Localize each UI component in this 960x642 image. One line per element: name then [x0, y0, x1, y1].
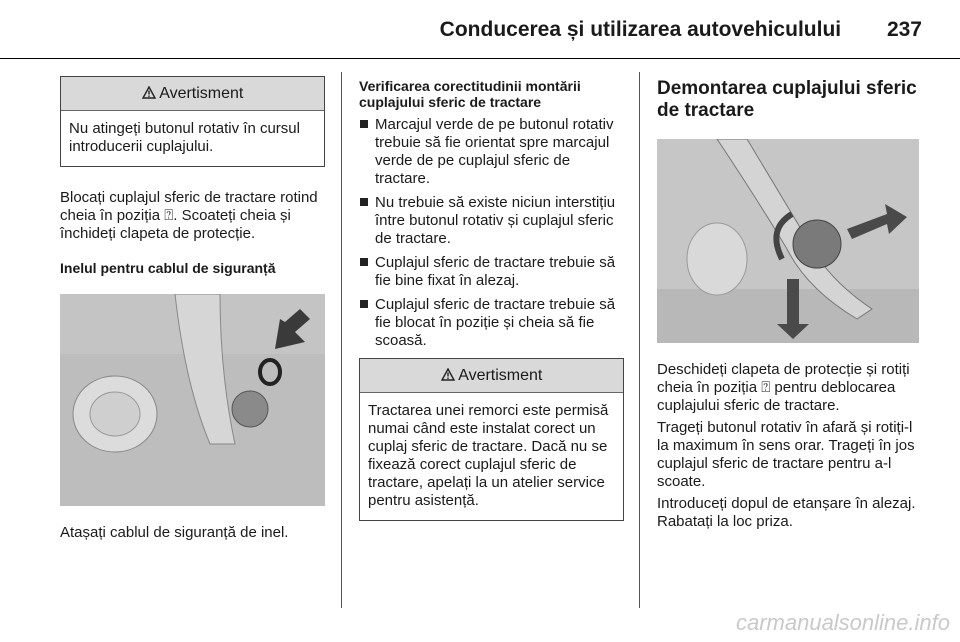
safety-cable-ring-illustration	[60, 294, 325, 506]
warning-title: Avertisment	[458, 367, 543, 384]
chapter-title: Conducerea și utilizarea autovehiculului	[439, 18, 842, 41]
list-item: Marcajul verde de pe butonul rotativ trebuie să fie orientat spre marcajul verde de pe cuplajul sferic de tractare.	[359, 116, 624, 188]
warning-text: Tractarea unei remorci este permisă numai când este instalat corect un cuplaj sferic de tractare. Dacă nu se fixează corect cuplajul sferic de tractare, apelați la un atelier service pentru asistență.	[368, 402, 609, 509]
warning-triangle-icon	[441, 367, 459, 384]
list-item: Nu trebuie să existe niciun interstițiu între butonul rotativ și cuplajul sferic de tractare.	[359, 194, 624, 248]
warning-header	[360, 359, 623, 393]
warning-header	[61, 77, 324, 111]
check-subheading: Verificarea corectitudinii montării cuplajului sferic de tractare	[359, 78, 581, 110]
page-number: 237	[886, 18, 922, 41]
header-rule	[0, 58, 960, 59]
safety-cable-caption: Atașați cablul de siguranță de inel.	[60, 524, 289, 541]
column-2	[359, 78, 624, 521]
column-1	[60, 76, 325, 542]
page-header	[440, 18, 922, 42]
safety-ring-subheading: Inelul pentru cablul de siguranță	[60, 260, 276, 276]
column-3	[657, 78, 927, 531]
warning-box-2	[359, 358, 624, 521]
warning-text: Nu atingeți butonul rotativ în cursul introducerii cuplajului.	[69, 120, 300, 155]
warning-triangle-icon	[142, 85, 160, 102]
unlock-instructions: Deschideți clapeta de protecție și rotiți cheia în poziția ⍰ pentru deblocarea cuplajului sferic de tractare.	[657, 361, 910, 414]
removal-illustration	[657, 139, 919, 343]
column-divider-2	[639, 72, 640, 608]
section-heading: Demontarea cuplajului sferic de tractare	[657, 78, 917, 121]
warning-title: Avertisment	[159, 85, 244, 102]
pull-knob-instructions: Trageți butonul rotativ în afară și rotiți-l la maximum în sens orar. Trageți în jos cuplajul sferic de tractare pentru a-l scoate.	[657, 419, 915, 490]
warning-box-1	[60, 76, 325, 167]
lock-instructions: Blocați cuplajul sferic de tractare rotind cheia în poziția ⍰. Scoateți cheia și închideți clapeta de protecție.	[60, 189, 318, 242]
check-list	[359, 116, 624, 350]
watermark: carmanualsonline.info	[735, 610, 950, 635]
list-item: Cuplajul sferic de tractare trebuie să fie blocat în poziție și cheia să fie scoasă.	[359, 296, 624, 350]
list-item: Cuplajul sferic de tractare trebuie să fie bine fixat în alezaj.	[359, 254, 624, 290]
column-divider-1	[341, 72, 342, 608]
seal-plug-instructions: Introduceți dopul de etanșare în alezaj. Rabatați la loc priza.	[657, 495, 916, 530]
